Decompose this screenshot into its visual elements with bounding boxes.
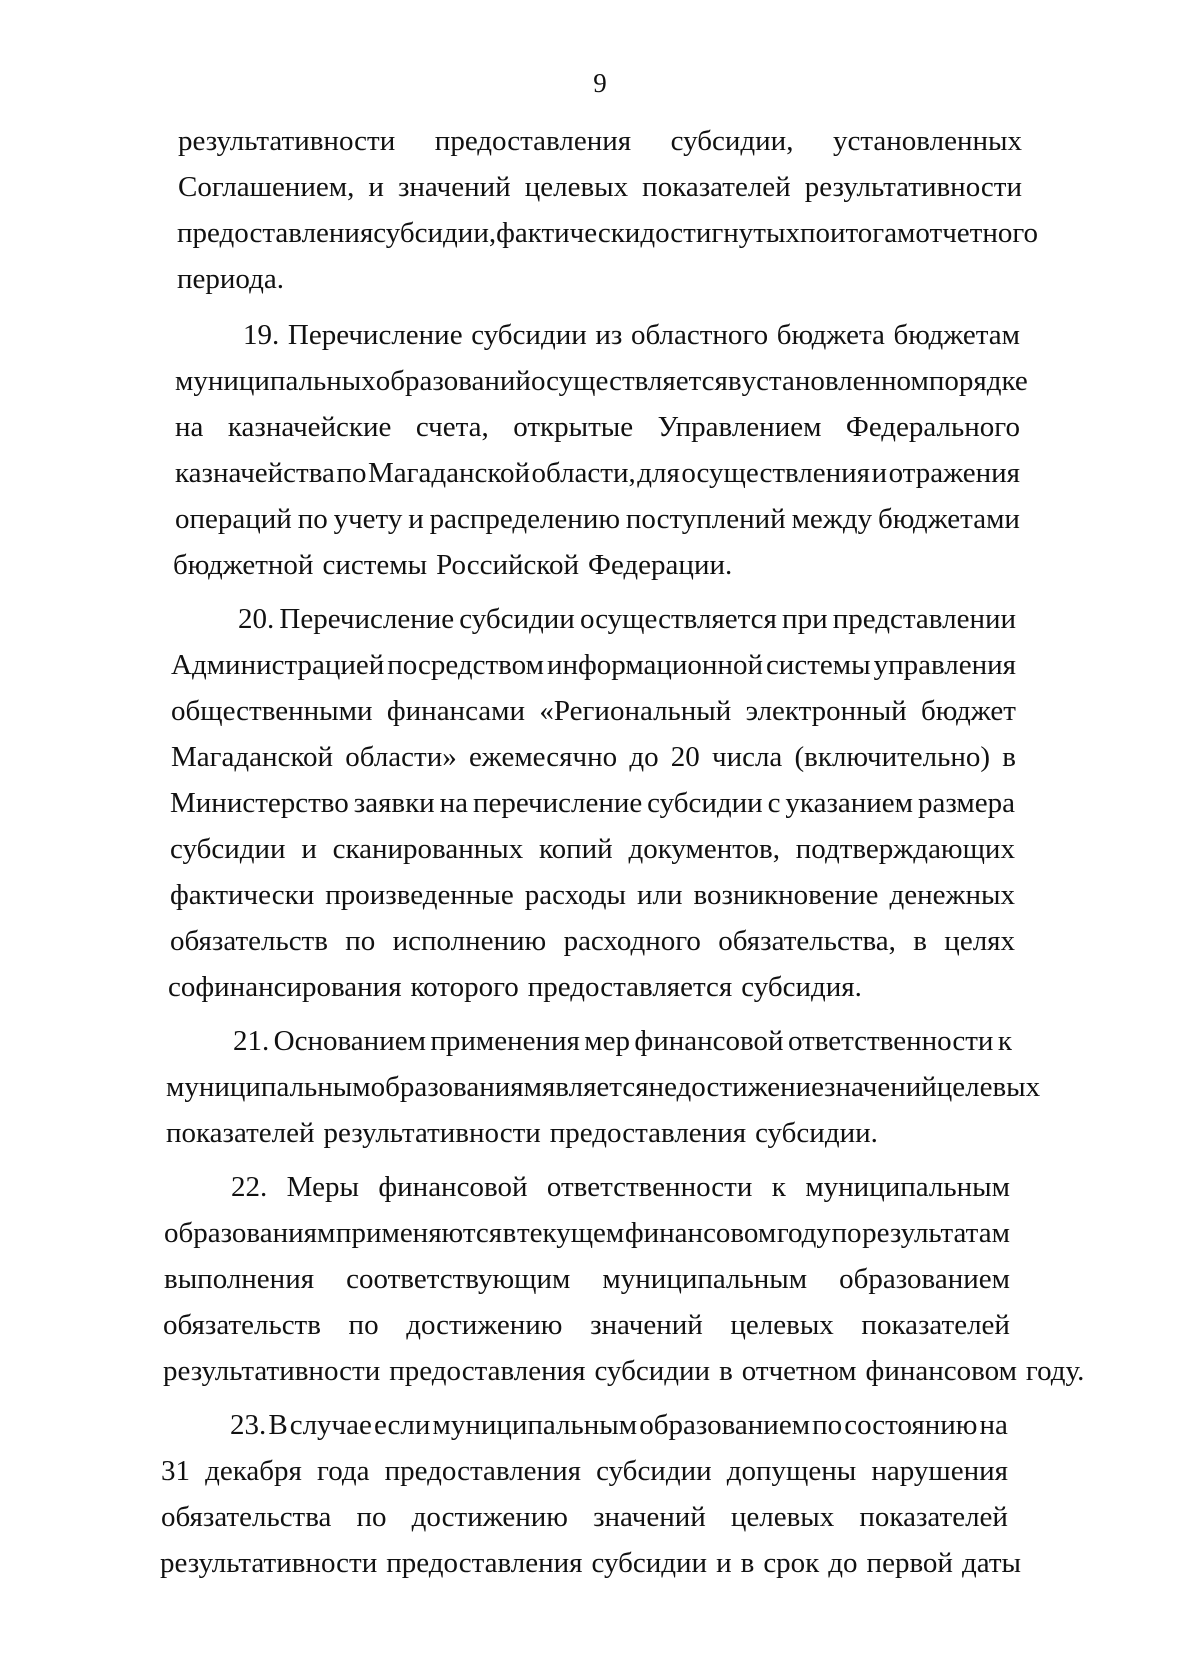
word: Управлением	[657, 411, 822, 443]
text-line	[0, 826, 1015, 872]
word: по	[799, 217, 830, 249]
text-line	[0, 918, 1015, 964]
word: информационной	[546, 649, 763, 681]
word: перечисление	[472, 787, 643, 819]
word: целевых	[936, 1071, 1041, 1103]
paragraph-p21	[0, 1018, 1200, 1156]
word: субсидии	[471, 319, 587, 351]
word: образованиям	[370, 1071, 542, 1103]
text-line	[0, 210, 1039, 256]
word: году.	[1025, 1355, 1085, 1387]
word: распределению	[429, 503, 621, 535]
word: бюджетами	[877, 503, 1020, 535]
word: результативности	[178, 125, 396, 157]
word: итогам	[829, 217, 916, 249]
word: системы	[322, 549, 428, 581]
text-line	[0, 1402, 1008, 1448]
word: выполнения	[164, 1263, 315, 1295]
word: мер	[584, 1025, 631, 1057]
word: значений	[590, 1309, 703, 1341]
word: к	[997, 1025, 1012, 1057]
word: числа	[711, 741, 783, 773]
text-line	[0, 596, 1016, 642]
word: применяются	[335, 1217, 503, 1249]
word: исполнению	[392, 925, 547, 957]
word: 19.	[243, 319, 280, 351]
word: открытые	[513, 411, 634, 443]
word: предоставления	[177, 217, 374, 249]
word: 20.	[238, 603, 275, 635]
text-line	[0, 964, 1015, 1010]
word: 22.	[231, 1171, 268, 1203]
text-line	[0, 450, 1020, 496]
word: на	[979, 1409, 1008, 1441]
word: субсидии	[647, 787, 763, 819]
word: областного	[630, 319, 769, 351]
word: Магаданской	[367, 457, 531, 489]
word: Российской	[436, 549, 580, 581]
word: документов,	[628, 833, 780, 865]
word: целевых	[730, 1309, 834, 1341]
word: управления	[873, 649, 1016, 681]
word: посредством	[387, 649, 544, 681]
text-line	[0, 542, 1020, 588]
word: 23.	[230, 1409, 267, 1441]
word: показателей	[642, 171, 791, 203]
word: по	[297, 503, 328, 535]
word: отчетном	[741, 1355, 857, 1387]
word: результативности	[804, 171, 1022, 203]
word: соответствующим	[346, 1263, 571, 1295]
word: заявки	[353, 787, 435, 819]
word: Администрацией	[171, 649, 385, 681]
word: Перечисление	[287, 319, 463, 351]
text-line	[0, 404, 1020, 450]
word: и	[716, 1547, 732, 1579]
word: по	[348, 1309, 379, 1341]
word: к	[771, 1171, 786, 1203]
word: финансовом	[624, 1217, 777, 1249]
word: представлении	[832, 603, 1016, 635]
text-line	[0, 1064, 1041, 1110]
word: образованиям	[164, 1217, 336, 1249]
word: финансовом	[865, 1355, 1017, 1387]
word: года	[317, 1455, 370, 1487]
word: показателей	[861, 1309, 1010, 1341]
word: финансовой	[634, 1025, 784, 1057]
word: указанием	[785, 787, 914, 819]
word: достигнутых	[640, 217, 800, 249]
word: состоянию	[844, 1409, 978, 1441]
text-line	[0, 164, 1022, 210]
word: показателей	[166, 1117, 315, 1149]
text-line	[0, 256, 1022, 302]
word: отражения	[888, 457, 1020, 489]
word: целевых	[524, 171, 629, 203]
word: по	[356, 1501, 387, 1533]
word: ответственности	[546, 1171, 753, 1203]
word: первой	[866, 1547, 953, 1579]
word: которого	[410, 971, 519, 1003]
word: общественными	[171, 695, 373, 727]
word: финансовой	[378, 1171, 528, 1203]
word: в	[727, 365, 742, 397]
word: подтверждающих	[795, 833, 1015, 865]
word: предоставляется	[527, 971, 733, 1003]
paragraph-p20	[0, 596, 1200, 1010]
word: до	[629, 741, 659, 773]
word: фактически	[170, 879, 315, 911]
word: субсидии.	[755, 1117, 878, 1149]
word: и	[871, 457, 888, 489]
text-line	[0, 1448, 1008, 1494]
word: Основанием	[273, 1025, 426, 1057]
word: произведенные	[325, 879, 514, 911]
word: сканированных	[332, 833, 524, 865]
word: достижению	[411, 1501, 568, 1533]
word: для	[637, 457, 680, 489]
text-line	[0, 1210, 1010, 1256]
word: достижению	[406, 1309, 563, 1341]
word: муниципальным	[602, 1263, 808, 1295]
word: софинансирования	[168, 971, 402, 1003]
word: нарушения	[871, 1455, 1008, 1487]
word: предоставления	[389, 1355, 586, 1387]
word: операций	[175, 503, 292, 535]
paragraph-p19	[0, 312, 1200, 588]
word: субсидии	[459, 603, 575, 635]
word: предоставления	[384, 1455, 581, 1487]
word: если	[373, 1409, 431, 1441]
paragraph-p-cont	[0, 118, 1200, 302]
word: В	[268, 1409, 288, 1441]
word: по	[345, 925, 376, 957]
word: и	[301, 833, 317, 865]
word: 21.	[233, 1025, 270, 1057]
text-line	[0, 872, 1015, 918]
word: Соглашением,	[178, 171, 355, 203]
text-line	[0, 780, 1015, 826]
word: показателей	[859, 1501, 1008, 1533]
text-line	[0, 642, 1016, 688]
word: значений	[824, 1071, 937, 1103]
word: предоставления	[549, 1117, 747, 1149]
word: и	[408, 503, 424, 535]
word: субсидии	[591, 1547, 708, 1579]
word: между	[791, 503, 873, 535]
word: при	[782, 603, 828, 635]
word: счета,	[415, 411, 489, 443]
word: системы	[765, 649, 871, 681]
word: значений	[593, 1501, 706, 1533]
word: электронный	[745, 695, 907, 727]
word: субсидии	[596, 1455, 712, 1487]
word: области»	[345, 741, 457, 773]
word: отчетного	[915, 217, 1039, 249]
word: порядке	[928, 365, 1028, 397]
word: обязательств	[170, 925, 328, 957]
word: результатам	[862, 1217, 1010, 1249]
word: срок	[763, 1547, 820, 1579]
word: результативности	[160, 1547, 378, 1579]
word: бюджет	[921, 695, 1016, 727]
word: Перечисление	[279, 603, 455, 635]
word: субсидия.	[741, 971, 862, 1003]
word: субсидии,	[670, 125, 794, 157]
paragraph-p23	[0, 1402, 1200, 1586]
word: ежемесячно	[468, 741, 618, 773]
word: поступлений	[625, 503, 786, 535]
word: является	[541, 1071, 649, 1103]
word: образований	[375, 365, 531, 397]
word: субсидии	[594, 1355, 711, 1387]
text-line	[0, 358, 1028, 404]
text-line	[0, 1348, 1085, 1394]
word: по	[831, 1217, 862, 1249]
word: по	[336, 457, 367, 489]
text-line	[0, 688, 1016, 734]
word: образованием	[639, 1409, 811, 1441]
word: в	[1002, 741, 1016, 773]
word: результативности	[163, 1355, 381, 1387]
word: Федерации.	[588, 549, 733, 581]
paragraph-p22	[0, 1164, 1200, 1394]
word: предоставления	[386, 1547, 583, 1579]
word: в	[913, 925, 927, 957]
word: в	[740, 1547, 755, 1579]
text-line	[0, 1540, 1021, 1586]
word: фактически	[496, 217, 641, 249]
word: осуществления	[681, 457, 871, 489]
word: до	[828, 1547, 858, 1579]
text-line	[0, 118, 1022, 164]
word: на	[439, 787, 469, 819]
text-line	[0, 734, 1016, 780]
word: недостижение	[648, 1071, 825, 1103]
word: муниципальным	[805, 1171, 1010, 1203]
word: на	[175, 411, 204, 443]
word: предоставления	[434, 125, 632, 157]
word: казначейские	[227, 411, 392, 443]
text-line	[0, 312, 1020, 358]
word: денежных	[889, 879, 1015, 911]
word: муниципальным	[166, 1071, 371, 1103]
word: 31	[161, 1455, 190, 1487]
word: применения	[430, 1025, 580, 1057]
word: установленных	[833, 125, 1022, 157]
word: финансами	[386, 695, 526, 727]
word: или	[636, 879, 683, 911]
word: Меры	[286, 1171, 359, 1203]
word: учету	[333, 503, 403, 535]
text-line	[0, 1018, 1012, 1064]
word: расходного	[563, 925, 701, 957]
word: даты	[961, 1547, 1021, 1579]
body-text	[0, 118, 1200, 1586]
word: бюджета	[776, 319, 885, 351]
word: Федерального	[845, 411, 1020, 443]
word: из	[595, 319, 623, 351]
word: с	[767, 787, 781, 819]
text-line	[0, 1302, 1010, 1348]
word: в	[719, 1355, 733, 1387]
text-line	[0, 1494, 1008, 1540]
word: (включительно)	[794, 741, 991, 773]
word: «Региональный	[539, 695, 732, 727]
word: Магаданской	[171, 741, 334, 773]
word: бюджетам	[893, 319, 1020, 351]
word: году	[776, 1217, 831, 1249]
word: области,	[531, 457, 636, 489]
word: размера	[917, 787, 1015, 819]
word: Министерство	[170, 787, 349, 819]
word: субсидии	[170, 833, 286, 865]
word: копий	[539, 833, 613, 865]
word: муниципальным	[432, 1409, 638, 1441]
word: осуществляется	[530, 365, 728, 397]
word: муниципальных	[175, 365, 376, 397]
word: периода.	[177, 263, 284, 295]
text-line	[0, 1164, 1010, 1210]
page-number: 9	[593, 68, 607, 98]
word: текущем	[516, 1217, 625, 1249]
word: бюджетной	[173, 549, 314, 581]
word: расходы	[524, 879, 626, 911]
text-line	[0, 1110, 1012, 1156]
word: казначейства	[175, 457, 335, 489]
word: осуществляется	[579, 603, 777, 635]
word: случае	[289, 1409, 372, 1441]
word: образованием	[839, 1263, 1010, 1295]
word: обязательства,	[718, 925, 896, 957]
word: декабря	[205, 1455, 302, 1487]
word: по	[812, 1409, 843, 1441]
text-line	[0, 496, 1020, 542]
word: и	[368, 171, 384, 203]
word: значений	[397, 171, 511, 203]
word: результативности	[323, 1117, 541, 1149]
word: в	[502, 1217, 517, 1249]
word: обязательства	[161, 1501, 332, 1533]
word: субсидии,	[373, 217, 497, 249]
word: обязательств	[163, 1309, 321, 1341]
word: 20	[670, 741, 700, 773]
word: установленном	[741, 365, 929, 397]
text-line	[0, 1256, 1010, 1302]
word: ответственности	[787, 1025, 994, 1057]
word: целевых	[730, 1501, 835, 1533]
word: возникновение	[693, 879, 879, 911]
word: целях	[944, 925, 1015, 957]
word: допущены	[726, 1455, 857, 1487]
